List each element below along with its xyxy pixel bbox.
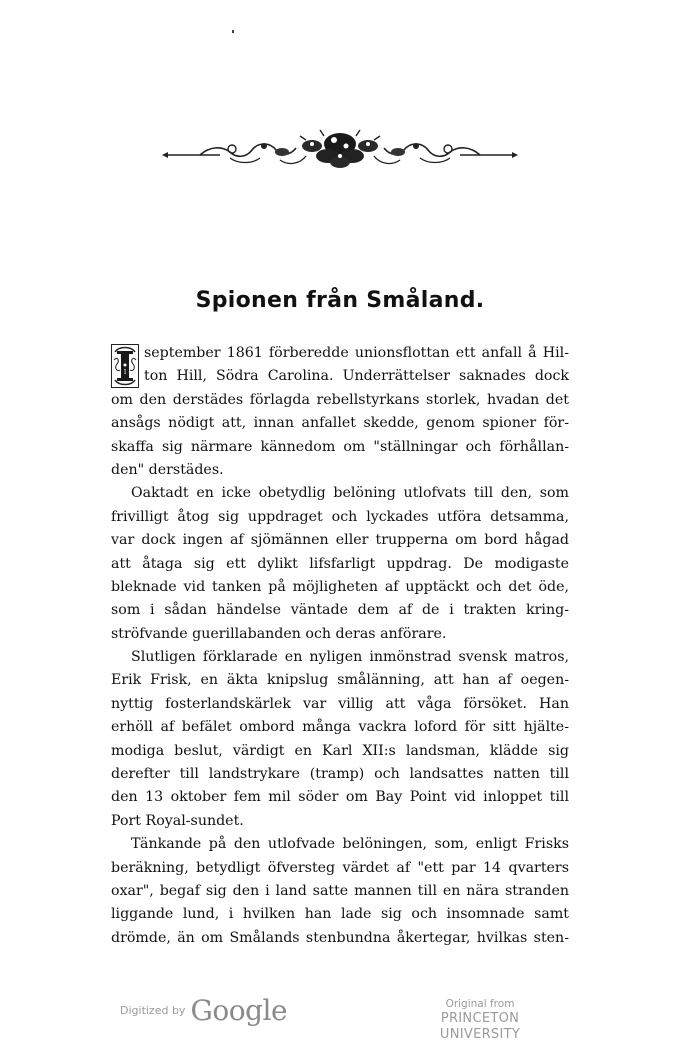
university-label: PRINCETON UNIVERSITY — [439, 1011, 521, 1042]
text-line: var dock ingen af sjömännen eller trupperna om bord hågad — [111, 532, 569, 549]
digitized-by-label: Digitized by — [120, 1004, 186, 1017]
paragraph-4 — [111, 833, 569, 950]
text-line: skaffa sig närmare kännedom om "ställningar och förhållan- — [111, 438, 569, 455]
text-line: frivilligt åtog sig uppdraget och lyckades utföra detsamma, — [111, 508, 569, 525]
text-line: att åtaga sig ett dylikt lifsfarligt uppdrag. De modigaste — [111, 555, 569, 572]
text-line: modiga beslut, värdigt en Karl XII:s landsman, klädde sig — [111, 742, 569, 759]
floral-ornament-headpiece — [160, 122, 520, 172]
text-line: Slutligen förklarade en nyligen inmönstrad svensk matros, — [131, 649, 569, 666]
text-line: den" derstädes. — [111, 461, 224, 478]
text-line: erhöll af befälet ombord många vackra loford för sitt hjälte- — [111, 719, 569, 736]
decorated-drop-cap — [111, 344, 139, 388]
original-from-label: Original from — [445, 998, 515, 1010]
paragraph-3 — [111, 646, 569, 833]
text-line: Erik Frisk, en äkta knipslug smålänning, att han af oegen- — [111, 672, 569, 689]
text-line: nyttig fosterlandskärlek var villig att våga försöket. Han — [111, 695, 569, 712]
text-line: Tänkande på den utlofvade belöningen, som, enligt Frisks — [131, 836, 569, 853]
text-line: om den derstädes förlagda rebellstyrkans storlek, hvadan det — [111, 391, 569, 408]
text-line: den 13 oktober fem mil söder om Bay Point vid inloppet till — [111, 789, 569, 806]
chapter-body — [111, 342, 569, 950]
text-line: ströfvande guerillabanden och deras anförare. — [111, 625, 447, 642]
text-line: som i sådan händelse väntade dem af de i trakten kring- — [111, 602, 569, 619]
digitized-by-google-watermark — [120, 994, 287, 1027]
text-line: oxar", begaf sig den i land satte mannen till en nära stranden — [111, 882, 569, 899]
text-line: Oaktadt en icke obetydlig belöning utlofvats till den, som — [131, 485, 569, 502]
paragraph-2 — [111, 482, 569, 646]
drop-cap-letter: I — [123, 369, 127, 376]
chapter-title: Spionen från Småland. — [195, 288, 485, 313]
text-line: bleknade vid tanken på möjligheten af upptäckt och det öde, — [111, 578, 569, 595]
paragraph-1 — [111, 342, 569, 482]
ink-speck — [232, 30, 234, 33]
text-line: Port Royal-sundet. — [111, 812, 244, 829]
original-source-watermark — [400, 998, 560, 1043]
text-line: liggande lund, i hvilken han lade sig och insomnade samt — [111, 906, 569, 923]
text-line: drömde, än om Smålands stenbundna åkertegar, hvilkas sten- — [111, 929, 569, 946]
text-line: beräkning, betydligt öfversteg värdet af "ett par 14 qvarters — [111, 859, 569, 876]
text-line: september 1861 förberedde unionsflottan ett anfall å Hil- — [144, 345, 569, 361]
text-line: ansågs nödigt att, innan anfallet skedde, genom spioner för- — [111, 415, 569, 432]
text-line: derefter till landstrykare (tramp) och landsattes natten till — [111, 766, 569, 783]
text-line: ton Hill, Södra Carolina. Underrättelser saknades dock — [144, 368, 569, 385]
google-logo-text: Google — [190, 994, 288, 1027]
